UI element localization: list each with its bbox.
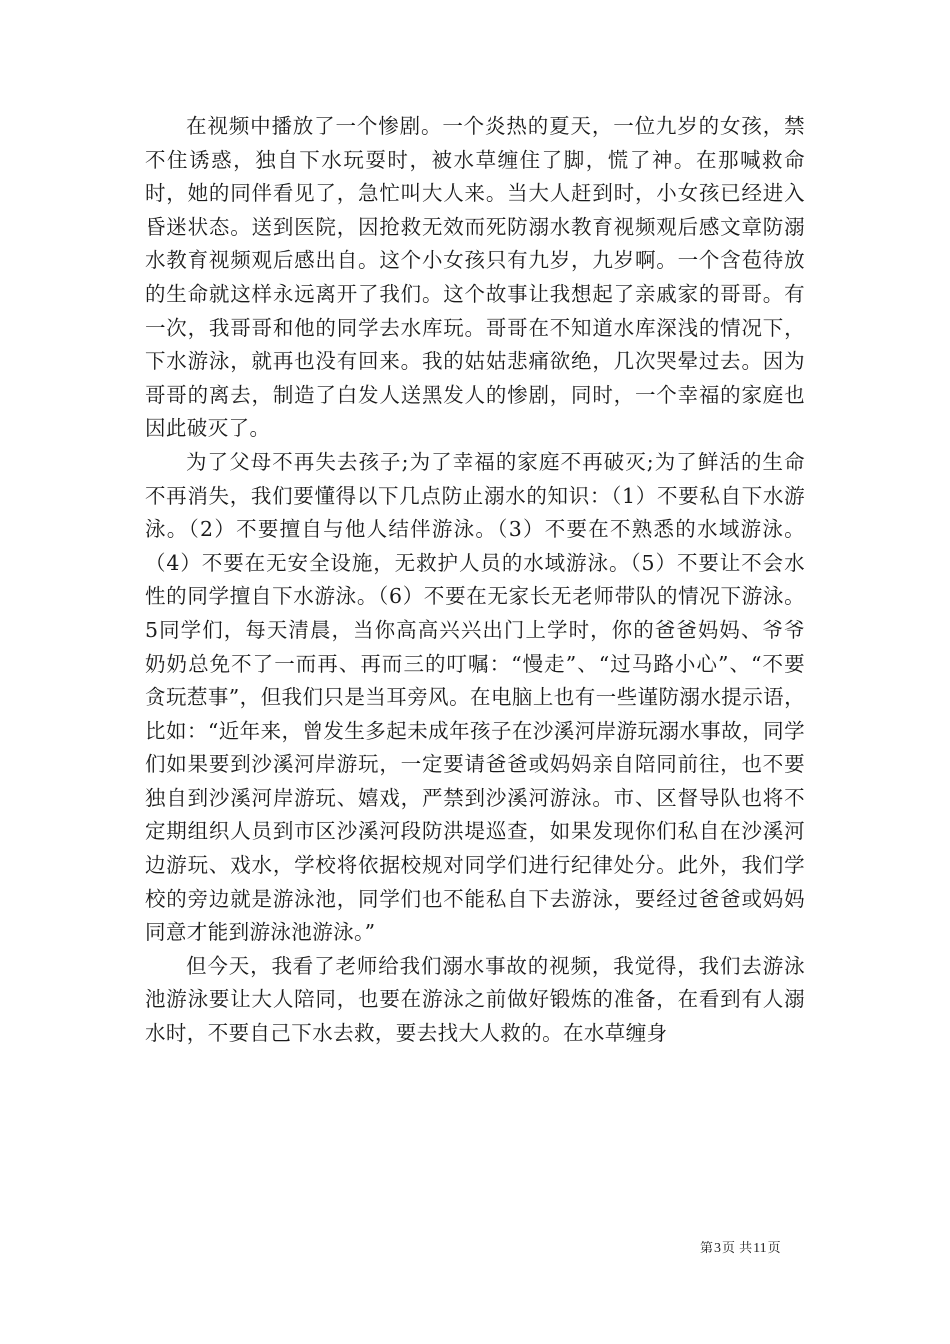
footer-suffix: 页	[767, 1241, 781, 1256]
document-body	[145, 110, 805, 1051]
page-footer	[700, 1240, 781, 1258]
total-pages-number: 11	[753, 1241, 767, 1256]
current-page-number: 3	[714, 1241, 722, 1256]
footer-prefix: 第	[700, 1241, 714, 1256]
paragraph-3: 但今天，我看了老师给我们溺水事故的视频，我觉得，我们去游泳池游泳要让大人陪同，也要在游泳之前做好锻炼的准备，在看到有人溺水时，不要自己下水去救，要去找大人救的。在水草缠身	[145, 953, 805, 1046]
paragraph-2: 为了父母不再失去孩子;为了幸福的家庭不再破灭;为了鲜活的生命不再消失，我们要懂得以下几点防止溺水的知识：（1）不要私自下水游泳。（2）不要擅自与他人结伴游泳。（3）不要在不熟悉的水域游泳。（4）不要在无安全设施，无救护人员的水域游泳。（5）不要让不会水性的同学擅自下水游泳。（6）不要在无家长无老师带队的情况下游泳。5同学们，每天清晨，当你高高兴兴出门上学时，你的爸爸妈妈、爷爷奶奶总免不了一而再、再而三的叮嘱：“慢走”、“过马路小心”、“不要贪玩惹事”，但我们只是当耳旁风。在电脑上也有一些谨防溺水提示语，比如：“近年来，曾发生多起未成年孩子在沙溪河岸游玩溺水事故，同学们如果要到沙溪河岸游玩，一定要请爸爸或妈妈亲自陪同前往，也不要独自到沙溪河岸游玩、嬉戏，严禁到沙溪河游泳。市、区督导队也将不定期组织人员到市区沙溪河段防洪堤巡查，如果发现你们私自在沙溪河边游玩、戏水，学校将依据校规对同学们进行纪律处分。此外，我们学校的旁边就是游泳池，同学们也不能私自下去游泳，要经过爸爸或妈妈同意才能到游泳池游泳。”	[145, 449, 805, 945]
footer-middle: 页 共	[722, 1241, 753, 1256]
paragraph-1: 在视频中播放了一个惨剧。一个炎热的夏天，一位九岁的女孩，禁不住诱惑，独自下水玩耍时，被水草缠住了脚，慌了神。在那喊救命时，她的同伴看见了，急忙叫大人来。当大人赶到时，小女孩已经进入昏迷状态。送到医院，因抢救无效而死防溺水教育视频观后感文章防溺水教育视频观后感出自。这个小女孩只有九岁，九岁啊。一个含苞待放的生命就这样永远离开了我们。这个故事让我想起了亲戚家的哥哥。有一次，我哥哥和他的同学去水库玩。哥哥在不知道水库深浅的情况下，下水游泳，就再也没有回来。我的姑姑悲痛欲绝，几次哭晕过去。因为哥哥的离去，制造了白发人送黑发人的惨剧，同时，一个幸福的家庭也因此破灭了。	[145, 114, 805, 441]
